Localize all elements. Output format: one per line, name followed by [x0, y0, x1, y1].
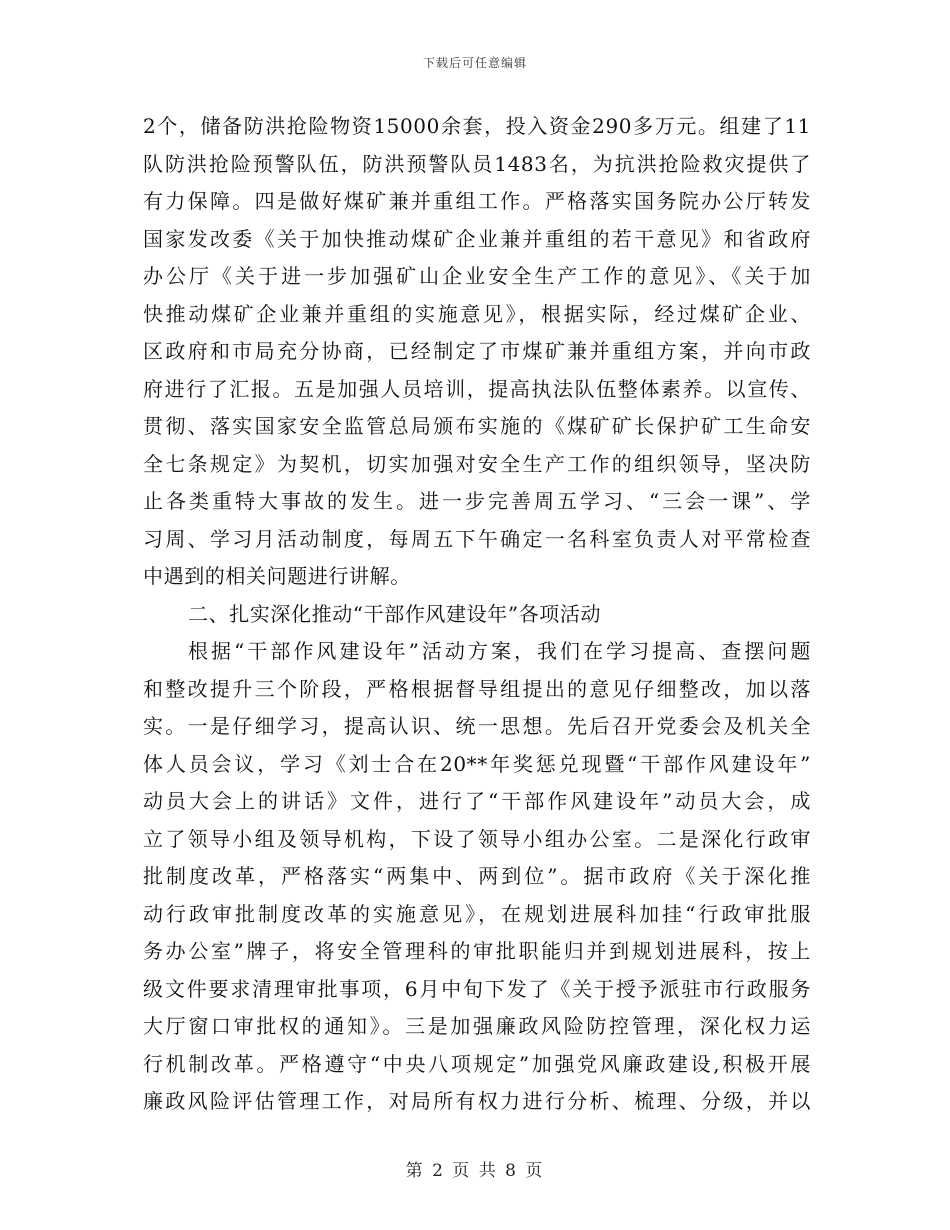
paragraph-line: 贯彻、落实国家安全监管总局颁布实施的《煤矿矿长保护矿工生命安 — [143, 414, 811, 438]
paragraph-line: 和整改提升三个阶段，严格根据督导组提出的意见仔细整改，加以落 — [143, 676, 811, 701]
paragraph-line: 动员大会上的讲话》文件，进行了“干部作风建设年”动员大会，成 — [143, 789, 811, 813]
paragraph-line: 廉政风险评估管理工作，对局所有权力进行分析、梳理、分级，并以 — [143, 1089, 811, 1113]
paragraph-line: 快推动煤矿企业兼并重组的实施意见》，根据实际，经过煤矿企业、 — [143, 301, 811, 326]
paragraph-line: 务办公室”牌子，将安全管理科的审批职能归并到规划进展科，按上 — [143, 939, 811, 963]
paragraph-line: 行机制改革。严格遵守“中央八项规定”加强党风廉政建设,积极开展 — [143, 1051, 811, 1076]
paragraph-line: 有力保障。四是做好煤矿兼并重组工作。严格落实国务院办公厅转发 — [143, 189, 811, 213]
paragraph-line: 实。一是仔细学习，提高认识、统一思想。先后召开党委会及机关全 — [143, 714, 811, 738]
section-heading: 二、扎实深化推动“干部作风建设年”各项活动 — [188, 601, 602, 626]
paragraph-line: 府进行了汇报。五是加强人员培训，提高执法队伍整体素养。以宣传、 — [143, 376, 811, 401]
paragraph-line: 全七条规定》为契机，切实加强对安全生产工作的组织领导，坚决防 — [143, 451, 811, 476]
paragraph-line: 级文件要求清理审批事项，6月中旬下发了《关于授予派驻市行政服务 — [143, 976, 811, 1001]
paragraph-line: 2个，储备防洪抢险物资15000余套，投入资金290多万元。组建了11 — [143, 114, 811, 138]
paragraph-line: 大厅窗口审批权的通知》。三是加强廉政风险防控管理，深化权力运 — [143, 1014, 811, 1038]
page-number: 第 2 页 共 8 页 — [405, 1161, 545, 1181]
paragraph-line: 办公厅《关于进一步加强矿山企业安全生产工作的意见》、《关于加 — [143, 264, 811, 288]
paragraph-line: 体人员会议，学习《刘士合在20**年奖惩兑现暨“干部作风建设年” — [143, 751, 811, 776]
document-body — [143, 108, 811, 1121]
paragraph-line: 国家发改委《关于加快推动煤矿企业兼并重组的若干意见》和省政府 — [143, 226, 811, 251]
paragraph-line: 根据“干部作风建设年”活动方案，我们在学习提高、查摆问题 — [188, 639, 811, 663]
paragraph-line: 习周、学习月活动制度，每周五下午确定一名科室负责人对平常检查 — [143, 526, 811, 551]
paragraph-line: 区政府和市局充分协商，已经制定了市煤矿兼并重组方案，并向市政 — [143, 339, 811, 363]
paragraph-line: 止各类重特大事故的发生。进一步完善周五学习、“三会一课”、学 — [143, 489, 811, 513]
paragraph-line: 动行政审批制度改革的实施意见》，在规划进展科加挂“行政审批服 — [143, 901, 811, 926]
paragraph-line: 立了领导小组及领导机构，下设了领导小组办公室。二是深化行政审 — [143, 826, 811, 851]
paragraph-line: 队防洪抢险预警队伍，防洪预警队员1483名，为抗洪抢险救灾提供了 — [143, 151, 811, 176]
paragraph-line: 中遇到的相关问题进行讲解。 — [143, 564, 411, 588]
paragraph-line: 批制度改革，严格落实“两集中、两到位”。据市政府《关于深化推 — [143, 864, 811, 888]
page-header: 下载后可任意编辑 — [422, 56, 527, 70]
